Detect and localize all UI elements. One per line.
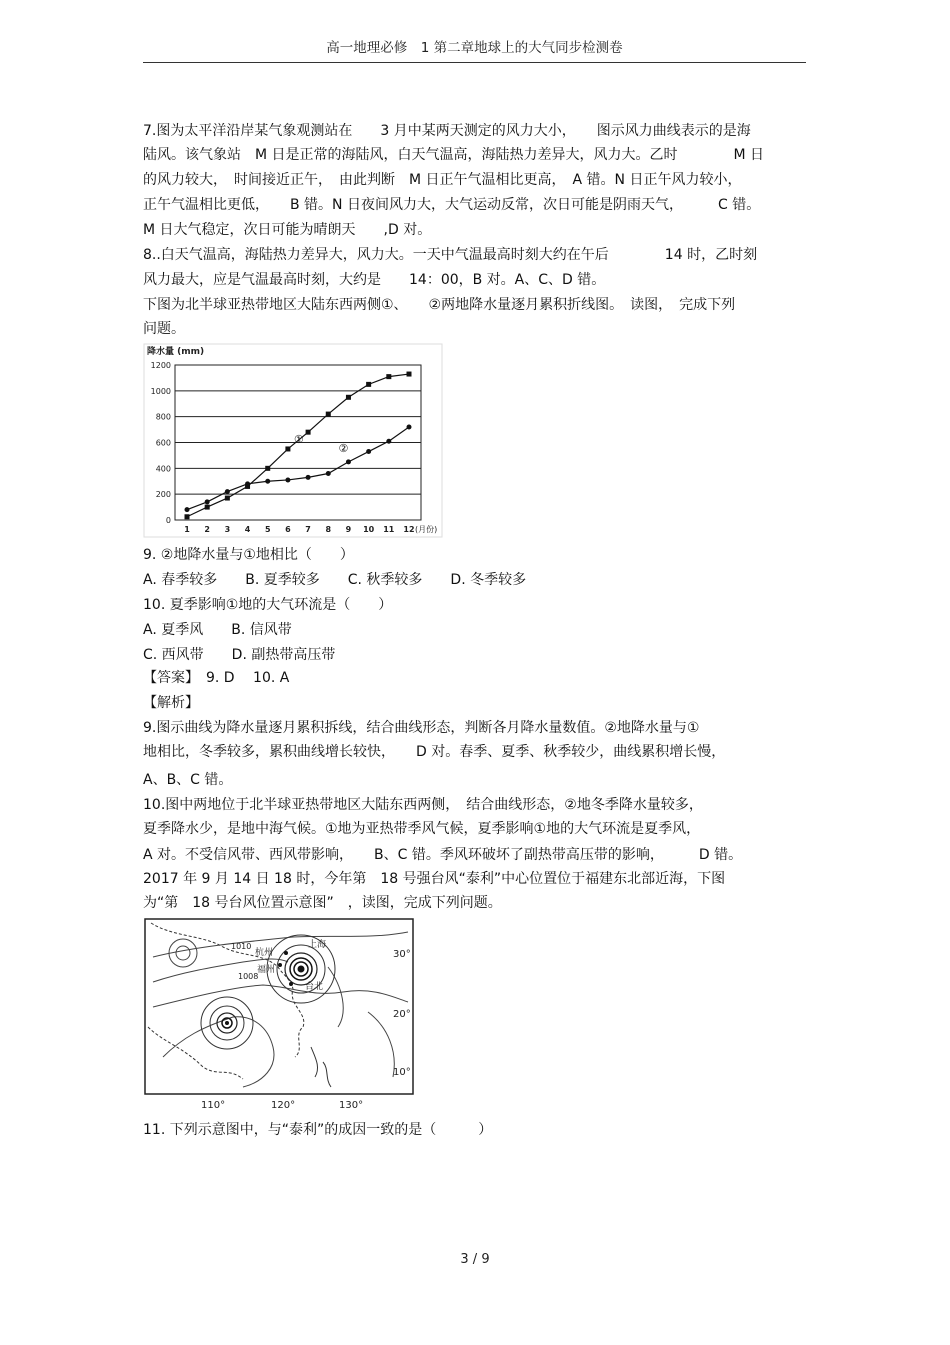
question-10-options-cd: C. 西风带 D. 副热带高压带 [143,647,336,663]
longitude-label: 130° [339,1100,364,1111]
x-tick-label: 5 [264,525,271,534]
place-label: 台北 [305,982,324,992]
isobar-label: 1008 [238,972,259,981]
x-tick-label: 1 [184,525,190,534]
x-axis-label: (月份) [415,525,438,534]
data-point [225,496,230,501]
data-point [285,446,290,451]
data-point [245,481,250,486]
longitude-label: 120° [271,1100,296,1111]
x-tick-label: 3 [224,525,231,534]
city-dot [289,982,293,986]
x-tick-label: 11 [383,525,395,534]
longitude-label: 110° [201,1100,226,1111]
map-frame [145,919,413,1094]
x-tick-label: 8 [325,525,332,534]
x-tick-label: 9 [345,525,352,534]
text-line: A、B、C 错。 [143,772,233,788]
text-line: 8..白天气温高，海陆热力差异大，风力大。一天中气温最高时刻大约在午后 14 时，乙时刻 [143,247,758,263]
data-point [386,439,391,444]
data-point [306,475,311,480]
answer-line: 【答案】 9. D 10. A [143,670,290,686]
place-label: 杭州 [255,948,274,958]
text-line: 地相比，冬季较多，累积曲线增长较快， D 对。春季、夏季、秋季较少，曲线累积增长慢， [143,744,726,760]
text-line: 问题。 [143,321,185,337]
data-point [265,479,270,484]
x-tick-label: 4 [244,525,251,534]
text-line: 陆风。该气象站 M 日是正常的海陆风，白天气温高，海陆热力差异大，风力大。乙时 M 日 [143,147,765,163]
text-line: 为“第 18 号台风位置示意图” ，读图，完成下列问题。 [143,895,502,911]
text-line: 的风力较大， 时间接近正午， 由此判断 M 日正午气温相比更高， A 错。N 日正午风力较小， [143,172,742,188]
y-tick-label: 600 [155,438,171,448]
data-point [185,514,190,519]
question-9: 9. ②地降水量与①地相比（ ） [143,547,354,563]
place-label: 福州 [257,965,276,975]
y-tick-label: 400 [155,464,171,474]
data-point [185,507,190,512]
data-point [386,374,391,379]
data-point [346,395,351,400]
data-point [265,466,270,471]
series-label: ② [338,441,349,455]
x-tick-label: 10 [363,525,375,534]
y-axis-label: 降水量 (mm) [147,347,205,357]
data-point [407,425,412,430]
x-tick-label: 2 [204,525,210,534]
question-10: 10. 夏季影响①地的大气环流是（ ） [143,597,393,613]
data-point [366,449,371,454]
data-point [366,382,371,387]
text-line: A 对。不受信风带、西风带影响， B、C 错。季风环破坏了副热带高压带的影响， D 错。 [143,847,743,863]
data-point [205,499,210,504]
y-tick-label: 200 [155,490,171,500]
data-point [326,471,331,476]
text-line: 风力最大，应是气温最高时刻，大约是 14：00，B 对。A、C、D 错。 [143,272,606,288]
precipitation-chart [143,343,443,538]
text-line: 2017 年 9 月 14 日 18 时，今年第 18 号强台风“泰利”中心位置位于福建东北部近海，下图 [143,871,726,887]
x-tick-label: 6 [285,525,291,534]
text-line: 下图为北半球亚热带地区大陆东西两侧①、 ②两地降水量逐月累积折线图。 读图， 完成下列 [143,297,736,313]
y-tick-label: 0 [165,516,171,525]
place-label: 上海 [308,940,327,950]
typhoon-map-svg [143,917,415,1112]
question-11: 11. 下列示意图中，与“泰利”的成因一致的是（ ） [143,1122,493,1138]
typhoon-map [143,917,415,1112]
x-tick-label: 7 [305,525,311,534]
question-10-options-ab: A. 夏季风 B. 信风带 [143,622,292,638]
page-header: 高一地理必修 1 第二章地球上的大气同步检测卷 [143,36,806,63]
text-line: M 日大气稳定，次日可能为晴朗天 ,D 对。 [143,222,432,238]
data-point [225,489,230,494]
y-tick-label: 1000 [150,386,171,396]
latitude-label: 10° [393,1067,411,1078]
latitude-label: 30° [393,949,411,960]
text-line: 10.图中两地位于北半球亚热带地区大陆东西两侧， 结合曲线形态，②地冬季降水量较多， [143,797,703,813]
text-line: 夏季降水少，是地中海气候。①地为亚热带季风气候，夏季影响①地的大气环流是夏季风， [143,821,701,837]
precipitation-chart-svg [143,343,443,538]
city-dot [284,951,288,955]
data-point [346,459,351,464]
x-tick-label: 12 [403,525,415,534]
y-tick-label: 800 [155,412,171,422]
data-point [407,372,412,377]
series-label: ① [293,432,304,446]
data-point [326,412,331,417]
city-dot [278,963,282,967]
analysis-heading: 【解析】 [143,695,199,711]
text-line: 正午气温相比更低， B 错。N 日夜间风力大，大气运动反常，次日可能是阴雨天气， C 错。 [143,197,761,213]
latitude-label: 20° [393,1009,411,1020]
data-point [205,505,210,510]
isobar-label: 1010 [231,942,252,951]
data-point [285,477,290,482]
text-line: 9.图示曲线为降水量逐月累积拆线，结合曲线形态，判断各月降水量数值。②地降水量与① [143,720,700,736]
y-tick-label: 1200 [150,361,171,370]
question-9-options: A. 春季较多 B. 夏季较多 C. 秋季较多 D. 冬季较多 [143,572,527,588]
text-line: 7.图为太平洋沿岸某气象观测站在 3 月中某两天测定的风力大小， 图示风力曲线表示的是海 [143,123,751,139]
data-point [306,430,311,435]
page-number: 3 / 9 [460,1252,490,1267]
